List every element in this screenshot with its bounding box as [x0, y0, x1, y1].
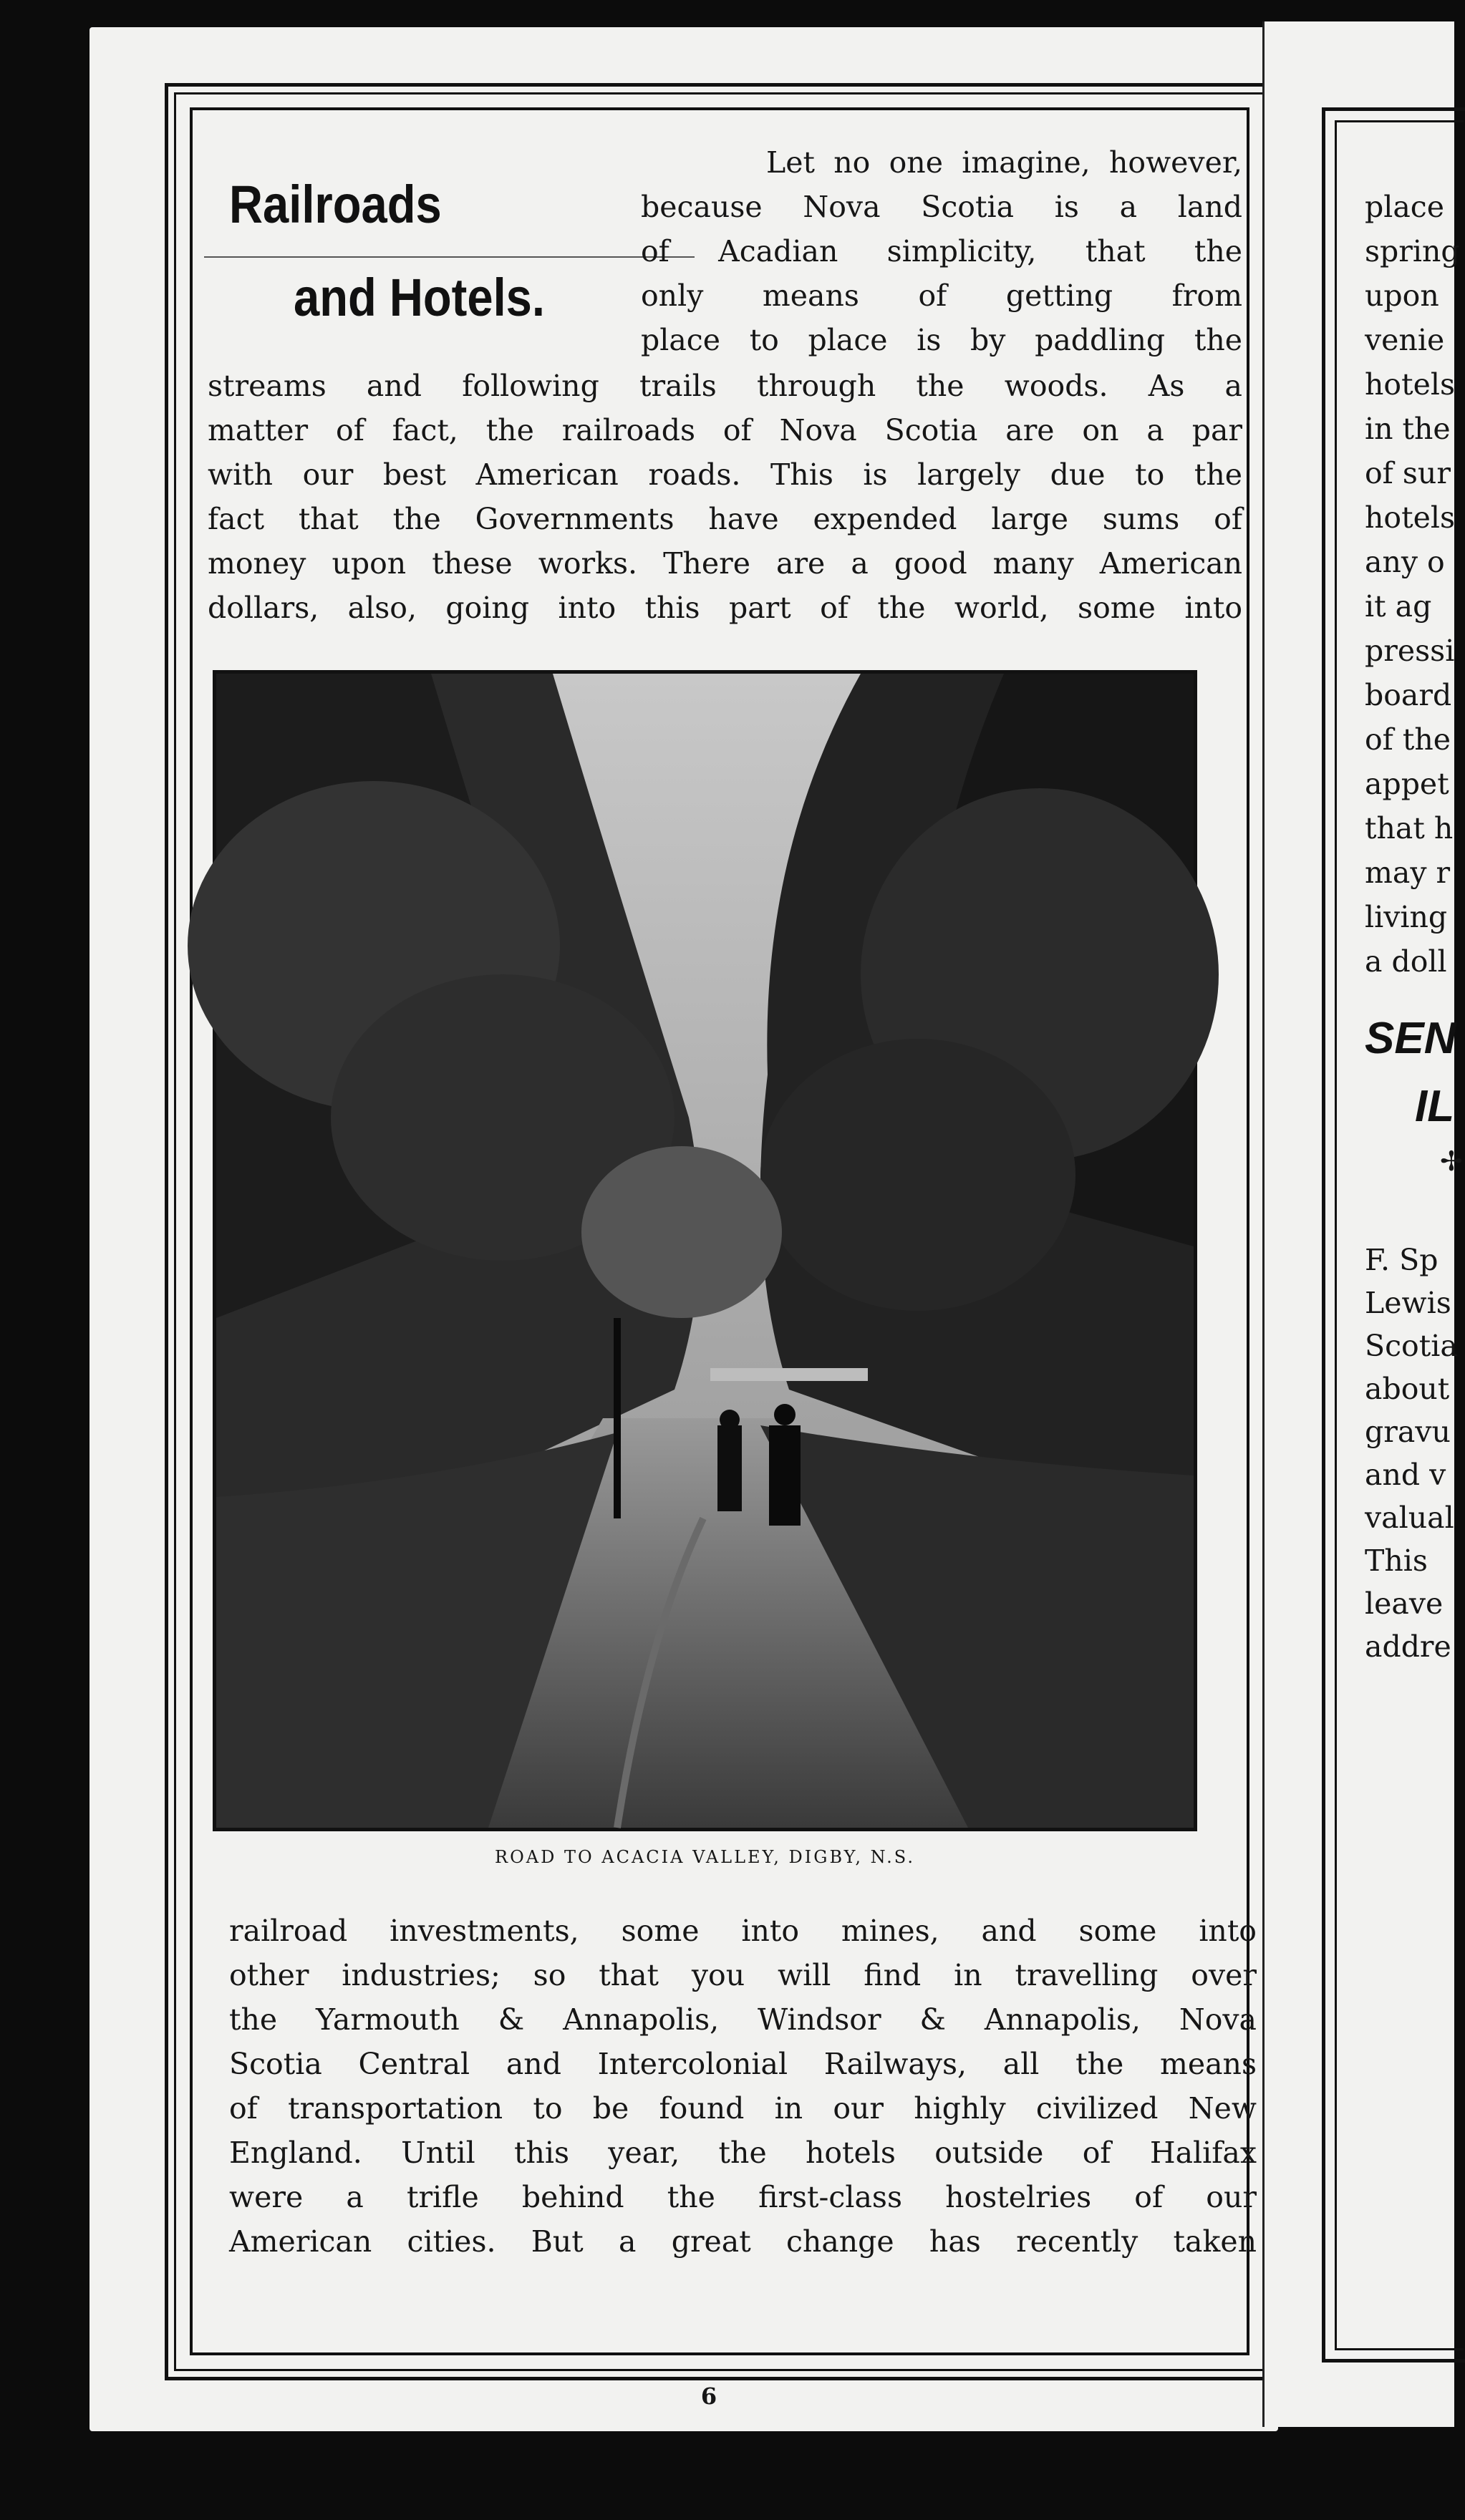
right-line: living — [1365, 900, 1448, 934]
right-line: gravu — [1365, 1415, 1451, 1449]
intro-line: Let no one imagine, however, — [766, 145, 1242, 180]
right-line: that h — [1365, 811, 1454, 845]
right-line: board — [1365, 678, 1452, 712]
right-line: hotels — [1365, 500, 1455, 535]
page-number: 6 — [700, 2383, 717, 2410]
body-line: Scotia Central and Intercolonial Railways, all the means — [229, 2047, 1257, 2081]
body-line: dollars, also, going into this part of the world, some into — [208, 591, 1242, 625]
right-line: and v — [1365, 1458, 1446, 1492]
intro-line: place to place is by paddling the — [641, 323, 1242, 357]
body-line: with our best American roads. This is largely due to the — [208, 457, 1242, 492]
right-line: pressi — [1365, 634, 1455, 668]
road-photo — [216, 674, 1194, 1828]
body-line: England. Until this year, the hotels outside of Halifax — [229, 2136, 1257, 2170]
body-line: railroad investments, some into mines, and some into — [229, 1914, 1257, 1948]
intro-line: because Nova Scotia is a land — [641, 190, 1242, 224]
heading-divider — [204, 256, 695, 258]
right-line: spring — [1365, 234, 1460, 268]
body-line: matter of fact, the railroads of Nova Scotia are on a par — [208, 413, 1242, 447]
body-line: the Yarmouth & Annapolis, Windsor & Annapolis, Nova — [229, 2002, 1257, 2037]
body-line: of transportation to be found in our highly civilized New — [229, 2091, 1257, 2126]
right-line: place — [1365, 190, 1445, 224]
body-line: were a trifle behind the first-class hostelries of our — [229, 2180, 1257, 2214]
ornament-icon: ✢ — [1440, 1145, 1463, 1177]
right-heading-line1: SEN — [1365, 1014, 1456, 1063]
right-line: F. Sp — [1365, 1243, 1439, 1277]
right-heading-line2: IL — [1415, 1082, 1455, 1131]
left-page — [90, 27, 1278, 2431]
right-page — [1262, 21, 1463, 2427]
right-line: of the — [1365, 722, 1451, 757]
body-line: American cities. But a great change has recently taken — [229, 2224, 1257, 2259]
right-line: a doll — [1365, 944, 1447, 979]
body-line: money upon these works. There are a good many American — [208, 546, 1242, 581]
right-line: Scotia — [1365, 1329, 1458, 1363]
intro-line: of Acadian simplicity, that the — [641, 234, 1242, 268]
right-line: leave — [1365, 1586, 1444, 1621]
right-line: Lewis — [1365, 1286, 1451, 1320]
right-line: hotels — [1365, 367, 1455, 402]
right-line: in the — [1365, 412, 1451, 446]
right-line: may r — [1365, 856, 1451, 890]
photo-frame — [213, 670, 1197, 1831]
photo-caption: ROAD TO ACACIA VALLEY, DIGBY, N.S. — [495, 1847, 915, 1867]
right-line: any o — [1365, 545, 1445, 579]
right-line: appet — [1365, 767, 1449, 801]
right-line: of sur — [1365, 456, 1451, 490]
body-line: fact that the Governments have expended large sums of — [208, 502, 1242, 536]
right-line: This — [1365, 1544, 1428, 1578]
right-line: upon — [1365, 278, 1439, 313]
right-line: venie — [1365, 323, 1445, 357]
right-line: it ag — [1365, 589, 1432, 624]
right-line: valual — [1365, 1501, 1454, 1535]
intro-line: only means of getting from — [641, 278, 1242, 313]
heading-railroads: Railroads — [229, 175, 442, 234]
heading-and-hotels: and Hotels. — [294, 268, 545, 327]
right-line: addre — [1365, 1629, 1451, 1664]
body-line: streams and following trails through the woods. As a — [208, 369, 1242, 403]
body-line: other industries; so that you will find in travelling over — [229, 1958, 1257, 1992]
right-line: about — [1365, 1372, 1450, 1406]
